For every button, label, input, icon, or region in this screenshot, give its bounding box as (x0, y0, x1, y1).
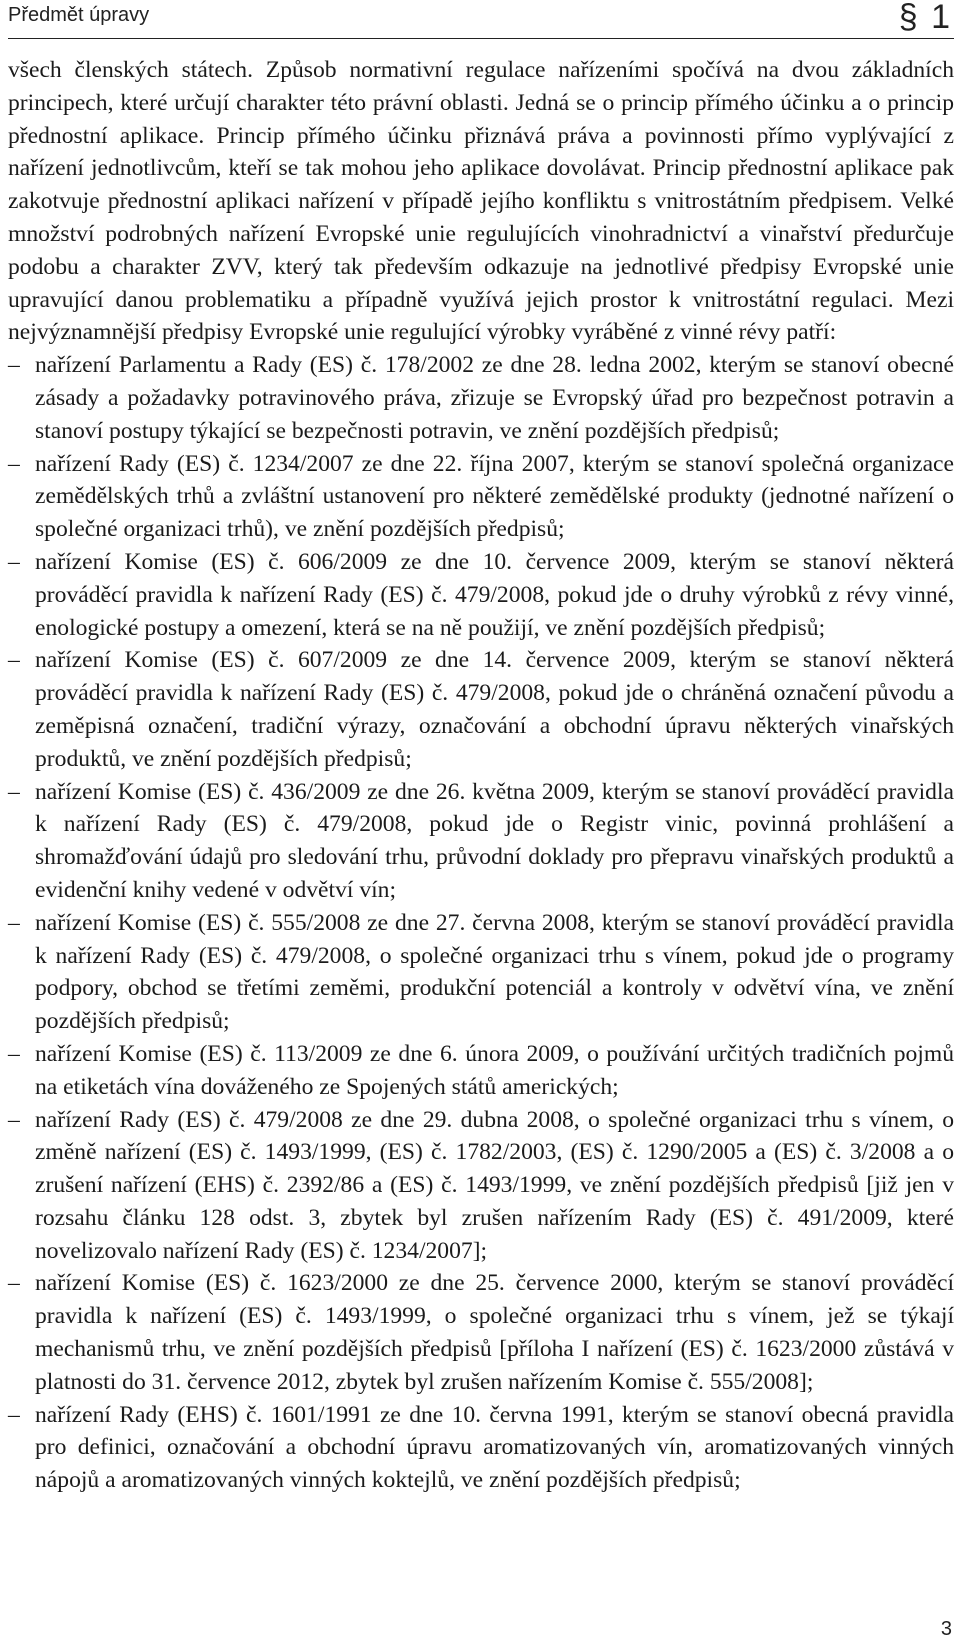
list-item-text: nařízení Komise (ES) č. 607/2009 ze dne 14. července 2009, kterým se stanoví některá prováděcí pravidla k nařízení Rady (ES) č. 479/2008, pokud jde o chráněná označení původu a zeměpisná označení, tradiční výrazy, označování a obchodní úpravu některých vinařských produktů, ve znění pozdějších předpisů; (35, 647, 954, 772)
list-item-text: nařízení Komise (ES) č. 113/2009 ze dne 6. února 2009, o používání určitých tradičních pojmů na etiketách vína dováženého ze Spojených států amerických; (35, 1040, 954, 1100)
list-item-text: nařízení Komise (ES) č. 606/2009 ze dne 10. července 2009, kterým se stanoví některá prováděcí pravidla k nařízení Rady (ES) č. 479/2008, pokud jde o druhy výrobků z révy vinné, enologické postupy a omezení, která se na ně použijí, ve znění pozdějších předpisů; (35, 548, 954, 641)
dash-bullet: – (8, 778, 20, 805)
list-item-text: nařízení Parlamentu a Rady (ES) č. 178/2002 ze dne 28. ledna 2002, kterým se stanoví obecné zásady a požadavky potravinového práva, zřizuje se Evropský úřad pro bezpečnost potravin a stanoví postupy týkající se bezpečnosti potravin, ve znění pozdějších předpisů; (35, 352, 954, 444)
header-title: Předmět úpravy (8, 4, 150, 26)
dash-bullet: – (8, 548, 20, 575)
list-item (8, 907, 954, 1038)
dash-bullet: – (8, 909, 20, 936)
list-item (8, 776, 954, 907)
intro-paragraph: všech členských státech. Způsob normativní regulace nařízeními spočívá na dvou základních principech, které určují charakter této právní oblasti. Jedná se o princip přímého účinku a o princip přednostní aplikace. Princip přímého účinku přiznává práva a povinnosti přímo vyplývající z nařízení jednotlivcům, kteří se tak mohou jeho aplikace dovolávat. Princip přednostní aplikace pak zakotvuje přednostní aplikaci nařízení v případě jejího konfliktu s vnitrostátním předpisem. Velké množství podrobných nařízení Evropské unie regulujících vinohradnictví a vinařství předurčuje podobu a charakter ZVV, který tak především odkazuje na jednotlivé předpisy Evropské unie upravující danou problematiku a případně využívá jejich prostor k vnitrostátní regulaci. Mezi nejvýznamnější předpisy Evropské unie regulující výrobky vyráběné z vinné révy patří: (8, 57, 954, 346)
list-item-text: nařízení Komise (ES) č. 555/2008 ze dne 27. června 2008, kterým se stanoví prováděcí pravidla k nařízení Rady (ES) č. 479/2008, o společné organizaci trhu s vínem, pokud jde o programy podpory, obchod se třetími zeměmi, produkční potenciál a kontroly v odvětví vína, ve znění pozdějších předpisů; (35, 909, 954, 1035)
dash-bullet: – (8, 1270, 20, 1297)
page-number: 3 (940, 1618, 952, 1640)
list-item-text: nařízení Rady (ES) č. 479/2008 ze dne 29. dubna 2008, o společné organizaci trhu s vínem, o změně nařízení (ES) č. 1493/1999, (ES) č. 1782/2003, (ES) č. 1290/2005 a (ES) č. 3/2008 a o zrušení nařízení (EHS) č. 2392/86 a (ES) č. 1493/1999, ve znění pozdějších předpisů [již jen v rozsahu článku 128 odst. 3, zbytek byl zrušen nařízením Rady (ES) č. 491/2009, které novelizovalo nařízení Rady (ES) č. 1234/2007]; (35, 1106, 954, 1264)
list-item-text: nařízení Rady (EHS) č. 1601/1991 ze dne 10. června 1991, kterým se stanoví obecná pravidla pro definici, označování a obchodní úpravu aromatizovaných vín, aromatizovaných vinných nápojů a aromatizovaných vinných koktejlů, ve znění pozdějších předpisů; (35, 1401, 954, 1494)
body-text (8, 54, 954, 1497)
dash-bullet: – (8, 1401, 20, 1428)
list-item-text: nařízení Komise (ES) č. 436/2009 ze dne 26. května 2009, kterým se stanoví prováděcí pravidla k nařízení Rady (ES) č. 479/2008, pokud jde o Registr vinic, povinná prohlášení a shromažďování údajů pro sledování trhu, průvodní doklady pro přepravu vinařských produktů a evidenční knihy vedené v odvětví vín; (35, 778, 954, 903)
dash-bullet: – (8, 450, 20, 477)
list-item (8, 644, 954, 775)
dash-bullet: – (8, 1040, 20, 1067)
list-item (8, 448, 954, 546)
list-item (8, 1104, 954, 1268)
dash-bullet: – (8, 647, 20, 674)
list-item (8, 1267, 954, 1398)
list-item (8, 349, 954, 447)
section-number: § 1 (898, 0, 952, 36)
list-item (8, 1038, 954, 1104)
list-item (8, 1399, 954, 1497)
running-header (8, 0, 954, 39)
regulation-list (8, 349, 954, 1497)
list-item-text: nařízení Komise (ES) č. 1623/2000 ze dne 25. července 2000, kterým se stanoví prováděcí pravidla k nařízení (ES) č. 1493/1999, o společné organizaci trhu s vínem, jež se týkají mechanismů trhu, ve znění pozdějších předpisů [příloha I nařízení (ES) č. 1623/2000 zůstává v platnosti do 31. července 2012, zbytek byl zrušen nařízením Komise č. 555/2008]; (35, 1270, 954, 1395)
dash-bullet: – (8, 352, 20, 379)
list-item-text: nařízení Rady (ES) č. 1234/2007 ze dne 22. října 2007, kterým se stanoví společná organizace zemědělských trhů a zvláštní ustanovení pro některé zemědělské produkty (jednotné nařízení o společné organizaci trhů), ve znění pozdějších předpisů; (35, 450, 954, 543)
dash-bullet: – (8, 1106, 20, 1133)
list-item (8, 546, 954, 644)
